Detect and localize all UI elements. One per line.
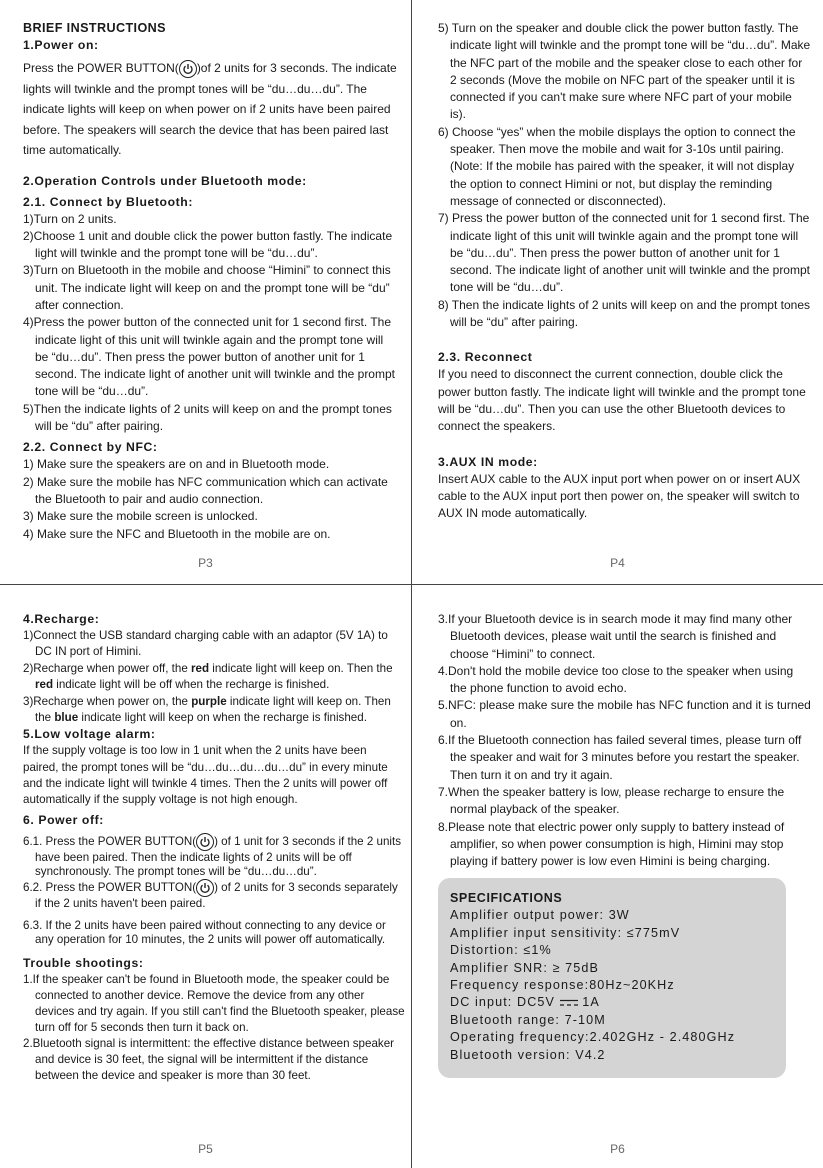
spec-item: Amplifier input sensitivity: ≤775mV	[450, 925, 681, 940]
power-icon	[179, 60, 197, 78]
spec-item-dc-input	[450, 994, 774, 1011]
aux-text: Insert AUX cable to the AUX input port when power on or insert AUX cable to the AUX input port then power on, the speaker will switch to AUX IN mode automatically.	[438, 471, 801, 521]
red-label: red	[35, 678, 54, 692]
list-item: 1)Connect the USB standard charging cable with an adaptor (5V 1A) to DC IN port of Himini.	[23, 629, 388, 659]
spec-item: Amplifier SNR: ≥ 75dB	[450, 960, 599, 975]
list-item: 4) Make sure the NFC and Bluetooth in the mobile are on.	[23, 526, 331, 541]
power-off-text: 6.2. Press the POWER BUTTON(	[23, 881, 197, 895]
page-number: P5	[198, 1142, 213, 1156]
recharge-2-text: indicate light will keep on. Then the	[209, 661, 393, 675]
list-item: 7.When the speaker battery is low, please recharge to ensure the normal playback of the speaker.	[438, 784, 785, 817]
list-item: 3.If your Bluetooth device is in search mode it may find many other Bluetooth devices, please wait until the search is finished and choose “Himini” to connect.	[438, 612, 793, 661]
list-item: 4)Press the power button of the connected unit for 1 second first. The indicate light of this unit will twinkle again and the prompt tone will be “du…du”. Then press the power button of another unit for 1 second. The indicate light of another unit will twinkle and the prompt tone will be “du…du”.	[23, 315, 395, 399]
spec-item: Frequency response:80Hz~20KHz	[450, 978, 675, 993]
specifications-heading: SPECIFICATIONS	[450, 891, 563, 906]
recharge-2-text: indicate light will be off when the recharge is finished.	[53, 678, 330, 692]
dc-input-value: 1A	[582, 995, 600, 1010]
blue-label: blue	[54, 711, 79, 725]
recharge-heading: 4.Recharge:	[23, 612, 100, 626]
list-item	[23, 661, 405, 694]
spec-item: Amplifier output power: 3W	[450, 908, 630, 923]
list-item	[23, 833, 405, 879]
power-on-text-a: Press the POWER BUTTON(	[23, 61, 179, 75]
spec-item: Operating frequency:2.402GHz - 2.480GHz	[450, 1030, 736, 1045]
recharge-3-text: indicate light will keep on when the recharge is finished.	[78, 711, 367, 725]
power-off-text: ) of 1 unit for 3 seconds if the 2 units have been paired. Then the indicate lights of 2 units will be off synchronously. The prompt tones will be “du…du…du”.	[35, 835, 401, 879]
list-item: 5)Then the indicate lights of 2 units will keep on and the prompt tones will be “du” after pairing.	[23, 401, 392, 434]
power-off-text: 6.1. Press the POWER BUTTON(	[23, 835, 197, 849]
list-item: 1)Turn on 2 units.	[23, 211, 117, 226]
recharge-3-text: 3)Recharge when power on, the	[23, 694, 192, 708]
list-item: 3) Make sure the mobile screen is unlocked.	[23, 509, 258, 524]
list-item: 8.Please note that electric power only supply to battery instead of amplifier, so when power consumption is high, Himini may stop playing if battery power is low even Himini is being charging.	[438, 819, 785, 869]
page-number: P3	[198, 556, 213, 570]
trouble-shooting-heading: Trouble shootings:	[23, 956, 144, 971]
page-p6	[412, 585, 823, 1168]
spec-item: Distortion: ≤1%	[450, 943, 552, 958]
list-item	[23, 879, 405, 911]
specifications-box	[438, 878, 786, 1078]
list-item: 3)Turn on Bluetooth in the mobile and choose “Himini” to connect this unit. The indicate light will keep on and the prompt tone will be “du” after connection.	[23, 263, 391, 312]
list-item: 4.Don't hold the mobile device too close to the speaker when using the phone function to avoid echo.	[438, 663, 794, 696]
power-off-heading: 6. Power off:	[23, 813, 104, 828]
list-item: 8) Then the indicate lights of 2 units will keep on and the prompt tones will be “du” after pairing.	[438, 297, 811, 330]
power-off-text: ) of 2 units for 3 seconds separately if the 2 units haven't been paired.	[35, 881, 398, 911]
spec-item: Bluetooth version: V4.2	[450, 1047, 606, 1062]
list-item: 6.If the Bluetooth connection has failed several times, please turn off the speaker and wait for 3 minutes before you restart the speaker. Then turn it on and try it again.	[438, 733, 802, 782]
list-item: 2)Choose 1 unit and double click the power button fastly. The indicate light will twinkle and the prompt tone will be “du…du”.	[23, 228, 393, 261]
spec-item: Bluetooth range: 7-10M	[450, 1012, 606, 1027]
recharge-3-text: indicate light will keep on. Then the	[35, 694, 391, 725]
list-item	[23, 694, 405, 727]
list-item: 2) Make sure the mobile has NFC communication which can activate the Bluetooth to pair and audio connection.	[23, 474, 388, 506]
page-number: P4	[610, 556, 625, 570]
reconnect-heading: 2.3. Reconnect	[438, 350, 533, 365]
purple-label: purple	[191, 694, 227, 708]
power-icon	[196, 833, 214, 851]
page-title: BRIEF INSTRUCTIONS	[23, 21, 166, 35]
list-item: 1.If the speaker can't be found in Bluetooth mode, the speaker could be connected to another device. Remove the device from any other devices and try again. If you still can't find the Bluetooth speaker, please turn off for 5 seconds then turn it back on.	[23, 973, 405, 1035]
red-label: red	[191, 661, 210, 675]
power-on-heading: 1.Power on:	[23, 38, 99, 52]
list-item: 2.Bluetooth signal is intermittent: the effective distance between speaker and device is 30 feet, the signal will be intermittent if the distance between the device and speaker is more than 30 feet.	[23, 1037, 395, 1083]
aux-heading: 3.AUX IN mode:	[438, 454, 538, 469]
page-p5	[0, 585, 411, 1168]
list-item: 7) Press the power button of the connected unit for 1 second first. The indicate light of this unit will twinkle again and the prompt tone will be “du…du”. Then press the power button of another unit for 1 second. The indicate light of another unit will twinkle and the prompt tone will be “du…du”.	[438, 211, 810, 295]
power-on-text	[23, 58, 397, 161]
list-item: 6.3. If the 2 units have been paired without connecting to any device or any operation for 10 minutes, the 2 units will power off automatically.	[23, 919, 386, 947]
low-voltage-heading: 5.Low voltage alarm:	[23, 727, 156, 742]
power-on-text-b: )of 2 units for 3 seconds. The indicate lights will twinkle and the prompt tones will be “du…du…du”. The indicate lights will keep on when power on if 2 units have been paired before. The speakers will search the device that has been paired last time automatically.	[23, 61, 397, 157]
list-item: 5) Turn on the speaker and double click the power button fastly. The indicate light will twinkle and the prompt tone will be “du…du”. Make the NFC part of the mobile and the speaker close to each other for 2 seconds (Move the mobile on NFC part of the speaker until it is connected if you can't make sure where NFC part of your mobile is).	[438, 21, 811, 122]
dc-input-label: DC input: DC5V	[450, 995, 555, 1010]
page-p4	[412, 0, 823, 584]
operation-heading: 2.Operation Controls under Bluetooth mode:	[23, 173, 307, 188]
list-item: 5.NFC: please make sure the mobile has NFC function and it is turned on.	[438, 698, 811, 730]
recharge-2-text: 2)Recharge when power off, the	[23, 661, 191, 675]
list-item: 1) Make sure the speakers are on and in Bluetooth mode.	[23, 457, 330, 472]
reconnect-text: If you need to disconnect the current connection, double click the power button fastly. The indicate light will twinkle and the prompt tone will be “du…du”. Then you can use the other Bluetooth devices to connect the speakers.	[438, 367, 806, 434]
bluetooth-connect-heading: 2.1. Connect by Bluetooth:	[23, 194, 193, 209]
dc-symbol-icon	[560, 999, 578, 1007]
list-item: 6) Choose “yes” when the mobile displays the option to connect the speaker. Then move the mobile and wait for 3-10s until pairing. (Note: If the mobile has paired with the speaker, it will not display the option to connect Himini or not, but display the reminding message of connected or disconnected).	[438, 124, 796, 208]
power-icon	[196, 879, 214, 897]
nfc-connect-heading: 2.2. Connect by NFC:	[23, 440, 158, 455]
low-voltage-text: If the supply voltage is too low in 1 unit when the 2 units have been paired, the prompt tones will be “du…du…du…du…du” in every minute and the indicate light will twinkle 4 times. Then the 2 units will power off automatically if the supply voltage is not high enough.	[23, 744, 388, 807]
page-number: P6	[610, 1142, 625, 1156]
page-p3	[0, 0, 411, 584]
